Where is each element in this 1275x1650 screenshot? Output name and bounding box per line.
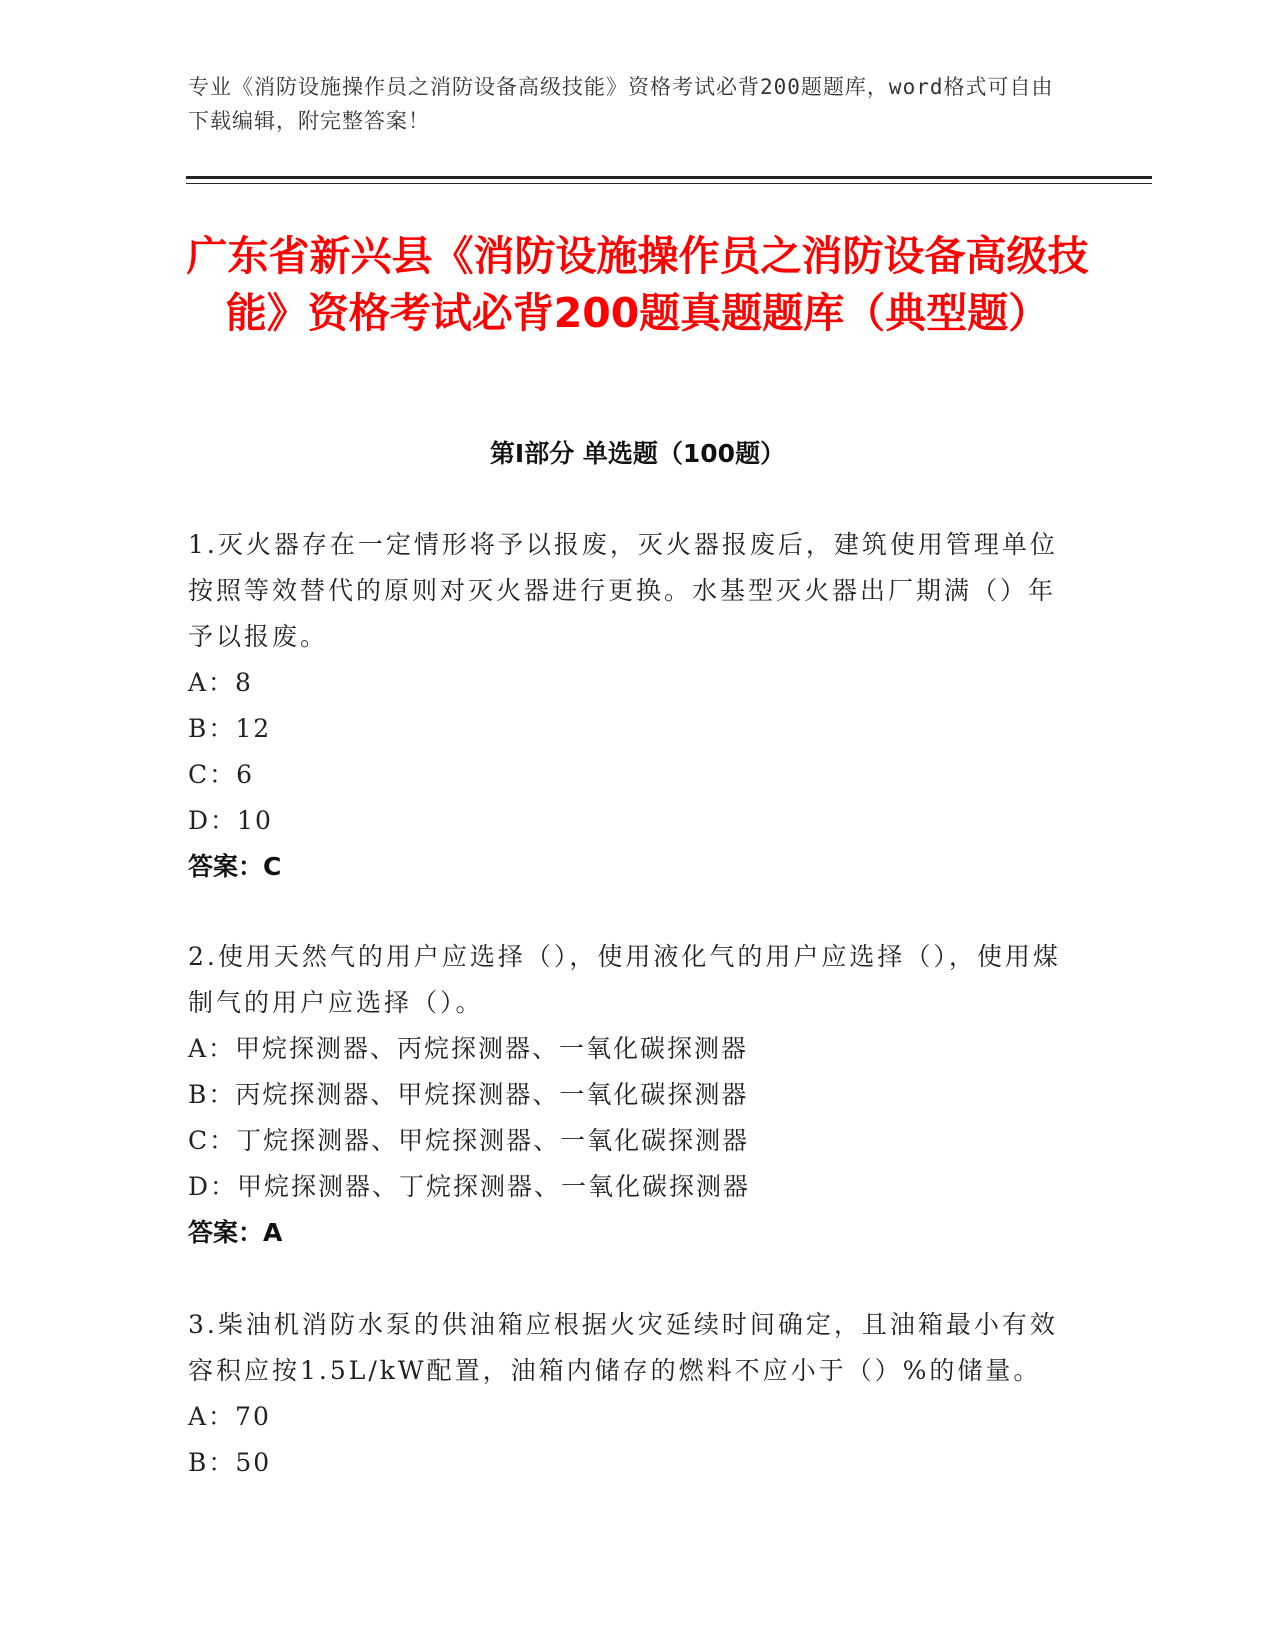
option-a: A：70 [188,1402,271,1431]
option-d: D：甲烷探测器、丁烷探测器、一氧化碳探测器 [188,1172,751,1201]
option-d: D：10 [188,806,273,835]
option-b: B：50 [188,1448,272,1477]
header-divider-thin [186,183,1152,184]
answer: 答案：C [188,852,282,881]
option-c: C：丁烷探测器、甲烷探测器、一氧化碳探测器 [188,1126,750,1155]
header-note: 专业《消防设施操作员之消防设备高级技能》资格考试必背200题题库，word格式可自由下载编辑，附完整答案！ [188,75,1054,133]
question-stem: 2.使用天然气的用户应选择（），使用液化气的用户应选择（），使用煤制气的用户应选择（）。 [188,942,1061,1017]
header-divider [186,176,1152,179]
question-3 [188,1302,1068,1486]
question-2 [188,934,1068,1256]
section-title: 第Ⅰ部分 单选题（100题） [489,439,786,468]
option-a: A：8 [188,668,253,697]
option-b: B：12 [188,714,272,743]
question-stem: 3.柴油机消防水泵的供油箱应根据火灾延续时间确定，且油箱最小有效容积应按1.5L/kW配置，油箱内储存的燃料不应小于（）%的储量。 [188,1310,1058,1385]
question-stem: 1.灭火器存在一定情形将予以报废，灭火器报废后，建筑使用管理单位按照等效替代的原则对灭火器进行更换。水基型灭火器出厂期满（）年予以报废。 [188,530,1058,651]
document-title: 广东省新兴县《消防设施操作员之消防设备高级技能》资格考试必背200题真题题库（典型题） [186,232,1089,337]
option-c: C：6 [188,760,255,789]
option-b: B：丙烷探测器、甲烷探测器、一氧化碳探测器 [188,1080,749,1109]
answer: 答案：A [188,1218,283,1247]
option-a: A：甲烷探测器、丙烷探测器、一氧化碳探测器 [188,1034,749,1063]
question-1 [188,522,1068,890]
